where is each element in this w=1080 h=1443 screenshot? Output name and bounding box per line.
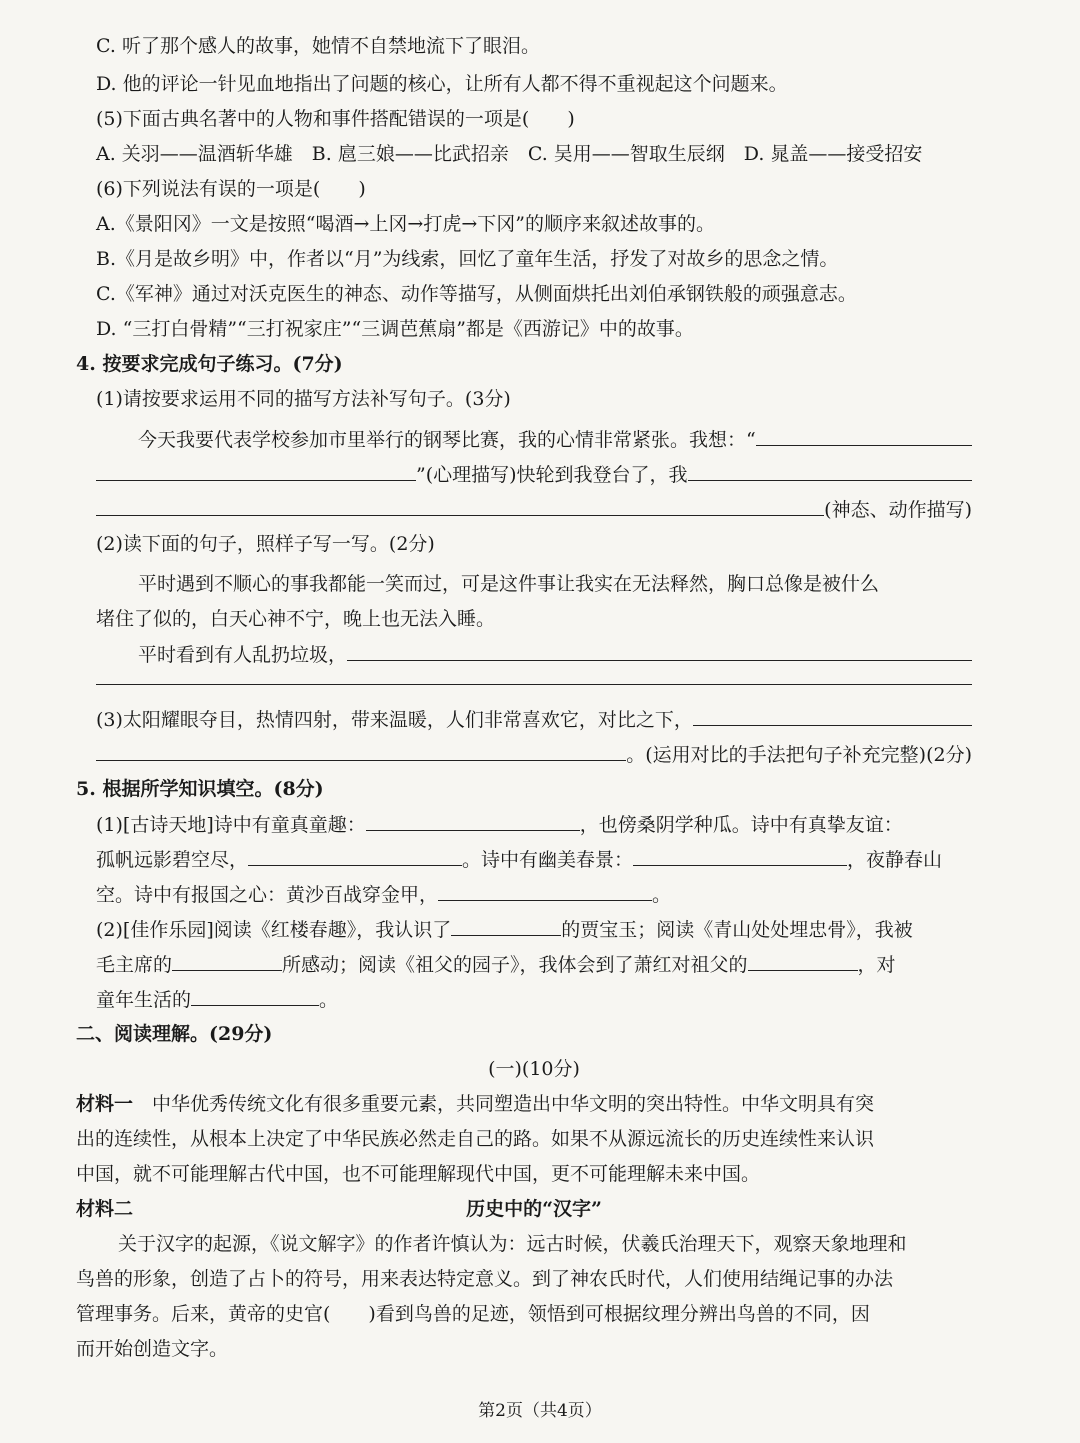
answer-line[interactable]	[96, 684, 972, 685]
q4-sub2-stem: (2)读下面的句子，照样子写一写。(2分)	[96, 533, 435, 555]
q5-text: ，也傍桑阴学种瓜。诗中有真挚友谊：	[579, 814, 903, 836]
material2-title: 历史中的“汉字”	[466, 1198, 602, 1220]
material2-label: 材料二	[76, 1198, 134, 1220]
material2-line4: 而开始创造文字。	[76, 1338, 229, 1360]
q4-sub3-text: (3)太阳耀眼夺目，热情四射，带来温暖，人们非常喜欢它，对比之下，	[96, 709, 693, 731]
q5-line2	[96, 843, 972, 876]
q3-sub6-option-d: D. “三打白骨精”“三打祝家庄”“三调芭蕉扇”都是《西游记》中的故事。	[96, 318, 694, 340]
q5-line1	[96, 808, 972, 841]
answer-blank[interactable]	[633, 843, 847, 866]
q4-sub1-text-c: (神态、动作描写)	[824, 499, 972, 521]
material1-label: 材料一	[76, 1093, 134, 1115]
q5-text: (2)[佳作乐园]阅读《红楼春趣》，我认识了	[96, 919, 452, 941]
answer-blank[interactable]	[96, 458, 416, 481]
q5-text: 的贾宝玉；阅读《青山处处埋忠骨》，我被	[561, 919, 913, 941]
answer-blank[interactable]	[748, 948, 858, 971]
q3-sub6-option-a: A.《景阳冈》一文是按照“喝酒→上冈→打虎→下冈”的顺序来叙述故事的。	[96, 213, 715, 235]
answer-blank[interactable]	[438, 878, 652, 901]
q4-title: 4. 按要求完成句子练习。(7分)	[76, 353, 343, 375]
section2-title: 二、阅读理解。(29分)	[76, 1023, 273, 1045]
q3-sub6-option-b: B.《月是故乡明》中，作者以“月”为线索，回忆了童年生活，抒发了对故乡的思念之情。	[96, 248, 839, 270]
q4-sub3-tail: 。(运用对比的手法把句子补充完整)(2分)	[626, 744, 972, 766]
material1-line2: 出的连续性，从根本上决定了中华民族必然走自己的路。如果不从源远流长的历史连续性来认识	[76, 1128, 875, 1150]
q4-sub1-line2	[96, 458, 972, 491]
q5-text: 空。诗中有报国之心：黄沙百战穿金甲，	[96, 884, 439, 906]
q5-text: 所感动；阅读《祖父的园子》，我体会到了萧红对祖父的	[282, 954, 748, 976]
answer-blank[interactable]	[347, 638, 972, 661]
q4-sub2-example-1: 平时遇到不顺心的事我都能一笑而过，可是这件事让我实在无法释然，胸口总像是被什么	[138, 573, 880, 595]
q4-sub3-line2	[96, 738, 972, 771]
q5-line4	[96, 913, 972, 946]
material2-line3: 管理事务。后来，黄帝的史官( )看到鸟兽的足迹，领悟到可根据纹理分辨出鸟兽的不同，因	[76, 1303, 870, 1325]
q5-title: 5. 根据所学知识填空。(8分)	[76, 778, 324, 800]
q4-sub2-prompt-line	[138, 638, 972, 671]
answer-blank[interactable]	[248, 843, 462, 866]
q5-text: (1)[古诗天地]诗中有童真童趣：	[96, 814, 366, 836]
q5-text: 。诗中有幽美春景：	[462, 849, 634, 871]
q5-line3	[96, 878, 972, 911]
material1-line1	[76, 1088, 980, 1120]
q4-sub2-example-2: 堵住了似的，白天心神不宁，晚上也无法入睡。	[96, 608, 496, 630]
answer-blank[interactable]	[693, 703, 972, 726]
answer-blank[interactable]	[191, 983, 319, 1006]
q5-text: 童年生活的	[96, 989, 192, 1011]
material2-line2: 鸟兽的形象，创造了占卜的符号，用来表达特定意义。到了神农氏时代，人们使用结绳记事的办法	[76, 1268, 894, 1290]
q3-option-d: D. 他的评论一针见血地指出了问题的核心，让所有人都不得不重视起这个问题来。	[96, 73, 788, 95]
q5-text: 孤帆远影碧空尽，	[96, 849, 249, 871]
q4-sub2-prompt: 平时看到有人乱扔垃圾，	[138, 644, 348, 666]
q4-sub1-line3	[96, 493, 972, 526]
q4-sub1-stem: (1)请按要求运用不同的描写方法补写句子。(3分)	[96, 388, 511, 410]
answer-blank[interactable]	[96, 493, 824, 516]
material2-line1: 关于汉字的起源，《说文解字》的作者许慎认为：远古时候，伏羲氏治理天下，观察天象地理和	[118, 1233, 907, 1255]
q5-line6	[96, 983, 972, 1016]
q3-option-c: C. 听了那个感人的故事，她情不自禁地流下了眼泪。	[96, 35, 540, 57]
q4-sub3-line1	[96, 703, 972, 736]
q4-sub1-text-a: 今天我要代表学校参加市里举行的钢琴比赛，我的心情非常紧张。我想：“	[138, 429, 756, 451]
q5-text: 。	[652, 884, 672, 906]
q3-sub6-stem: (6)下列说法有误的一项是( )	[96, 178, 366, 200]
q5-text: 毛主席的	[96, 954, 173, 976]
q5-text: ，夜静春山	[847, 849, 943, 871]
q4-sub1-line1	[138, 423, 972, 456]
answer-blank[interactable]	[96, 738, 626, 761]
answer-blank[interactable]	[756, 423, 972, 446]
q5-text: 。	[319, 989, 339, 1011]
q3-sub5-stem: (5)下面古典名著中的人物和事件搭配错误的一项是( )	[96, 108, 575, 130]
answer-blank[interactable]	[688, 458, 972, 481]
material1-text: 中华优秀传统文化有很多重要元素，共同塑造出中华文明的突出特性。中华文明具有突	[152, 1093, 875, 1115]
material1-line3: 中国，就不可能理解古代中国，也不可能理解现代中国，更不可能理解未来中国。	[76, 1163, 761, 1185]
answer-blank[interactable]	[172, 948, 282, 971]
page-number-footer: 第2页（共4页）	[478, 1401, 602, 1421]
q3-sub5-options: A. 关羽——温酒斩华雄 B. 扈三娘——比武招亲 C. 吴用——智取生辰纲 D. 晁盖——接受招安	[96, 143, 923, 165]
answer-blank[interactable]	[366, 808, 580, 831]
q5-text: ，对	[857, 954, 896, 976]
answer-blank[interactable]	[451, 913, 561, 936]
q5-line5	[96, 948, 972, 981]
section2-part1-title: (一)(10分)	[488, 1058, 580, 1080]
q4-sub1-text-b: ”(心理描写)快轮到我登台了，我	[416, 464, 688, 486]
q3-sub6-option-c: C.《军神》通过对沃克医生的神态、动作等描写，从侧面烘托出刘伯承钢铁般的顽强意志。	[96, 283, 857, 305]
